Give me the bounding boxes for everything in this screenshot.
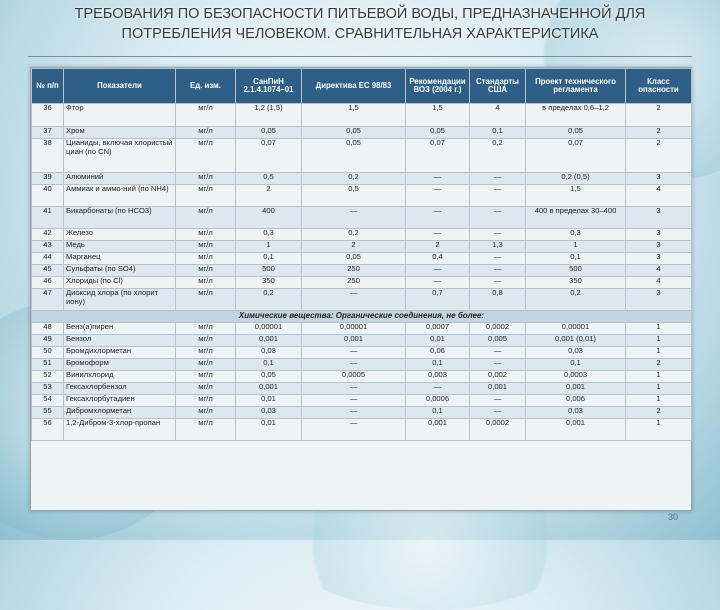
table-cell: Марганец [64, 253, 176, 265]
table-cell: 0,001 [302, 335, 406, 347]
table-cell: Бенз(а)пирен [64, 323, 176, 335]
table-frame [30, 67, 692, 511]
table-cell: — [470, 173, 526, 185]
table-cell: — [406, 207, 470, 229]
table-cell: 1 [626, 383, 692, 395]
table-cell: — [470, 229, 526, 241]
header-cell: Проект технического регламента [526, 69, 626, 104]
table-cell: 250 [302, 277, 406, 289]
table-cell: 0,07 [236, 139, 302, 173]
table-cell: — [470, 207, 526, 229]
table-cell: 1,5 [406, 104, 470, 127]
table-cell: 2 [302, 241, 406, 253]
table-cell: 48 [32, 323, 64, 335]
table-row [32, 265, 692, 277]
table-cell: 0,0005 [302, 371, 406, 383]
table-cell: 1,3 [470, 241, 526, 253]
table-section [32, 311, 692, 323]
table-cell: 37 [32, 127, 64, 139]
table-cell: 350 [236, 277, 302, 289]
table-cell: 0,03 [236, 407, 302, 419]
table-cell: Бикарбонаты (по HCO3) [64, 207, 176, 229]
table-cell: 36 [32, 104, 64, 127]
header-cell: СанПиН 2.1.4.1074–01 [236, 69, 302, 104]
table-cell: 1,2-Дибром-3-хлор-пропан [64, 419, 176, 441]
table-cell: мг/л [176, 277, 236, 289]
table-cell: 0,001 [236, 383, 302, 395]
table-row [32, 383, 692, 395]
table-cell: Алюминий [64, 173, 176, 185]
table-cell: 0,0002 [470, 419, 526, 441]
table-cell: 1,5 [526, 185, 626, 207]
table-cell: 50 [32, 347, 64, 359]
table-cell: 54 [32, 395, 64, 407]
table-cell: Бензол [64, 335, 176, 347]
table-cell: 41 [32, 207, 64, 229]
table-cell: — [470, 395, 526, 407]
table-cell: 0,2 [302, 173, 406, 185]
header-cell: Класс опасности [626, 69, 692, 104]
table-cell: 0,05 [302, 127, 406, 139]
table-cell: мг/л [176, 419, 236, 441]
table-cell: 0,001 (0,01) [526, 335, 626, 347]
table-cell: — [406, 265, 470, 277]
table-cell: 0,1 [406, 407, 470, 419]
table-cell: — [470, 277, 526, 289]
table-cell: — [302, 289, 406, 311]
table-row [32, 185, 692, 207]
header-cell: Директива ЕС 98/83 [302, 69, 406, 104]
requirements-table [31, 68, 692, 441]
table-cell: 250 [302, 265, 406, 277]
table-cell: 1 [626, 371, 692, 383]
table-cell: 38 [32, 139, 64, 173]
table-cell: 4 [626, 277, 692, 289]
table-header-row [32, 69, 692, 104]
table-cell: 0,05 [236, 127, 302, 139]
table-cell: 1 [626, 335, 692, 347]
table-cell: — [470, 347, 526, 359]
table-cell: мг/л [176, 395, 236, 407]
table-cell: 56 [32, 419, 64, 441]
table-row [32, 335, 692, 347]
table-cell: мг/л [176, 289, 236, 311]
table-cell: 2 [626, 407, 692, 419]
table-row [32, 173, 692, 185]
table-cell: 0,3 [526, 229, 626, 241]
table-cell: — [406, 185, 470, 207]
table-cell: 2 [626, 127, 692, 139]
table-cell: Гексахлорбутадиен [64, 395, 176, 407]
table-row [32, 253, 692, 265]
table-cell: 39 [32, 173, 64, 185]
table-cell: 0,001 [406, 419, 470, 441]
table-cell: 0,001 [526, 383, 626, 395]
table-cell: 0,4 [406, 253, 470, 265]
table-cell: Железо [64, 229, 176, 241]
table-cell: 0,002 [470, 371, 526, 383]
table-cell: 0,0006 [406, 395, 470, 407]
table-cell: 0,1 [236, 253, 302, 265]
table-cell: Цианиды, включая хлористый циан (по CN) [64, 139, 176, 173]
table-cell: 0,07 [526, 139, 626, 173]
table-cell: 2 [626, 104, 692, 127]
table-cell: — [302, 207, 406, 229]
table-cell: 0,3 [236, 229, 302, 241]
table-row [32, 371, 692, 383]
slide-title [20, 4, 700, 44]
table-row [32, 104, 692, 127]
table-cell: 49 [32, 335, 64, 347]
table-cell: — [470, 265, 526, 277]
table-cell: Гексахлорбензол [64, 383, 176, 395]
table-cell: 3 [626, 207, 692, 229]
table-cell: мг/л [176, 347, 236, 359]
table-cell: 0,03 [526, 407, 626, 419]
table-cell: 43 [32, 241, 64, 253]
table-cell: 0,2 [236, 289, 302, 311]
table-cell: мг/л [176, 383, 236, 395]
table-cell: мг/л [176, 371, 236, 383]
table-row [32, 277, 692, 289]
table-row [32, 419, 692, 441]
table-cell: 0,0003 [526, 371, 626, 383]
table-cell: 4 [626, 265, 692, 277]
table-cell: Бромдихлорметан [64, 347, 176, 359]
table-cell: 0,05 [302, 253, 406, 265]
table-cell: 3 [626, 229, 692, 241]
table-cell: 1 [626, 395, 692, 407]
table-cell: мг/л [176, 127, 236, 139]
table-cell: 0,1 [526, 359, 626, 371]
header-cell: Показатели [64, 69, 176, 104]
table-cell: 1 [236, 241, 302, 253]
table-cell: мг/л [176, 407, 236, 419]
table-cell: мг/л [176, 253, 236, 265]
table-cell: — [302, 419, 406, 441]
table-cell: 45 [32, 265, 64, 277]
table-cell: 0,1 [236, 359, 302, 371]
table-body-organic [32, 323, 692, 441]
table-cell: 1 [626, 323, 692, 335]
table-cell: — [302, 383, 406, 395]
table-cell: 0,006 [526, 395, 626, 407]
table-cell: 3 [626, 241, 692, 253]
table-cell: Диоксид хлора (по хлорит иону) [64, 289, 176, 311]
table-cell: — [406, 173, 470, 185]
table-cell: 0,0002 [470, 323, 526, 335]
table-cell: 1 [626, 347, 692, 359]
table-cell: 0,001 [236, 335, 302, 347]
table-cell: 0,2 [302, 229, 406, 241]
table-cell: 0,1 [406, 359, 470, 371]
table-cell: Бромоформ [64, 359, 176, 371]
table-cell: — [302, 347, 406, 359]
table-cell: 0,03 [526, 347, 626, 359]
table-cell: 51 [32, 359, 64, 371]
table-row [32, 127, 692, 139]
table-cell: мг/л [176, 207, 236, 229]
table-cell: 52 [32, 371, 64, 383]
table-cell: — [406, 277, 470, 289]
table-cell: 0,03 [236, 347, 302, 359]
table-cell: 350 [526, 277, 626, 289]
table-row [32, 347, 692, 359]
table-cell: Хром [64, 127, 176, 139]
table-cell: 0,01 [406, 335, 470, 347]
table-cell: 400 в пределах 30–400 [526, 207, 626, 229]
table-cell: мг/л [176, 229, 236, 241]
table-cell: — [406, 383, 470, 395]
table-cell: Дибромхлорметан [64, 407, 176, 419]
table-cell: 0,005 [470, 335, 526, 347]
table-cell: мг/л [176, 173, 236, 185]
table-cell: 1 [626, 419, 692, 441]
table-cell: мг/л [176, 359, 236, 371]
table-row [32, 241, 692, 253]
table-cell: 1,2 (1,5) [236, 104, 302, 127]
table-cell: 44 [32, 253, 64, 265]
table-cell: — [406, 229, 470, 241]
table-cell: Винилхлорид [64, 371, 176, 383]
table-cell: 2 [626, 139, 692, 173]
table-cell: 2 [626, 359, 692, 371]
table-row [32, 229, 692, 241]
table-row [32, 395, 692, 407]
table-cell: мг/л [176, 265, 236, 277]
table-cell: мг/л [176, 139, 236, 173]
table-cell: 3 [626, 173, 692, 185]
section-row [32, 311, 692, 323]
table-cell: 0,1 [470, 127, 526, 139]
table-cell: 400 [236, 207, 302, 229]
table-cell: 46 [32, 277, 64, 289]
table-cell: 0,5 [236, 173, 302, 185]
table-cell: 0,00001 [236, 323, 302, 335]
table-row [32, 323, 692, 335]
table-cell: 0,0007 [406, 323, 470, 335]
table-cell: 0,05 [302, 139, 406, 173]
table-cell: 0,001 [526, 419, 626, 441]
table-cell: 0,01 [236, 419, 302, 441]
table-cell: 4 [470, 104, 526, 127]
table-cell: 47 [32, 289, 64, 311]
table-row [32, 407, 692, 419]
table-row [32, 207, 692, 229]
table-cell: — [470, 359, 526, 371]
table-cell: 0,00001 [302, 323, 406, 335]
table-cell: — [470, 185, 526, 207]
table-cell: 0,07 [406, 139, 470, 173]
table-cell: Медь [64, 241, 176, 253]
table-cell: Фтор [64, 104, 176, 127]
table-cell: — [302, 395, 406, 407]
title-line-2: ПОТРЕБЛЕНИЯ ЧЕЛОВЕКОМ. СРАВНИТЕЛЬНАЯ ХАРАКТЕРИСТИКА [121, 26, 599, 42]
table-cell: 0,1 [526, 253, 626, 265]
table-cell: — [302, 359, 406, 371]
table-cell: 42 [32, 229, 64, 241]
table-cell: 53 [32, 383, 64, 395]
header-cell: Рекомендации ВОЗ (2004 г.) [406, 69, 470, 104]
table-cell: в пределах 0,6–1,2 [526, 104, 626, 127]
table-row [32, 139, 692, 173]
table-cell: 1,5 [302, 104, 406, 127]
table-cell: мг/л [176, 323, 236, 335]
table-cell: 2 [406, 241, 470, 253]
table-cell: 500 [526, 265, 626, 277]
header-cell: № п/п [32, 69, 64, 104]
table-cell: 0,05 [236, 371, 302, 383]
table-cell: мг/л [176, 104, 236, 127]
table-cell: 0,001 [470, 383, 526, 395]
section-label: Химические вещества: Органические соединения, не более: [32, 311, 692, 323]
table-row [32, 289, 692, 311]
table-cell: 40 [32, 185, 64, 207]
table-cell: 0,05 [526, 127, 626, 139]
table-cell: 0,01 [236, 395, 302, 407]
table-cell: 2 [236, 185, 302, 207]
table-cell: — [470, 407, 526, 419]
table-cell: — [470, 253, 526, 265]
table-cell: 3 [626, 289, 692, 311]
table-row [32, 359, 692, 371]
header-cell: Ед. изм. [176, 69, 236, 104]
table-cell: мг/л [176, 335, 236, 347]
table-cell: 1 [526, 241, 626, 253]
table-cell: 500 [236, 265, 302, 277]
table-cell: 3 [626, 253, 692, 265]
header-cell: Стандарты США [470, 69, 526, 104]
table-cell: 0,05 [406, 127, 470, 139]
table-cell: мг/л [176, 185, 236, 207]
table-cell: Сульфаты (по SO4) [64, 265, 176, 277]
table-cell: 0,003 [406, 371, 470, 383]
table-cell: мг/л [176, 241, 236, 253]
table-cell: 0,2 (0,5) [526, 173, 626, 185]
table-cell: 55 [32, 407, 64, 419]
table-cell: 4 [626, 185, 692, 207]
table-body-inorganic [32, 104, 692, 311]
table-cell: 0,7 [406, 289, 470, 311]
table-cell: 0,06 [406, 347, 470, 359]
title-divider [28, 56, 692, 57]
table-cell: 0,00001 [526, 323, 626, 335]
table-cell: 0,2 [526, 289, 626, 311]
page-number: 30 [667, 512, 678, 522]
table-cell: 0,2 [470, 139, 526, 173]
table-cell: Хлориды (по Cl) [64, 277, 176, 289]
table-cell: 0,5 [302, 185, 406, 207]
title-line-1: ТРЕБОВАНИЯ ПО БЕЗОПАСНОСТИ ПИТЬЕВОЙ ВОДЫ, ПРЕДНАЗНАЧЕННОЙ ДЛЯ [74, 6, 646, 22]
table-cell: — [302, 407, 406, 419]
table-cell: 0,8 [470, 289, 526, 311]
table-cell: Аммиак и аммо-ний (по NH4) [64, 185, 176, 207]
